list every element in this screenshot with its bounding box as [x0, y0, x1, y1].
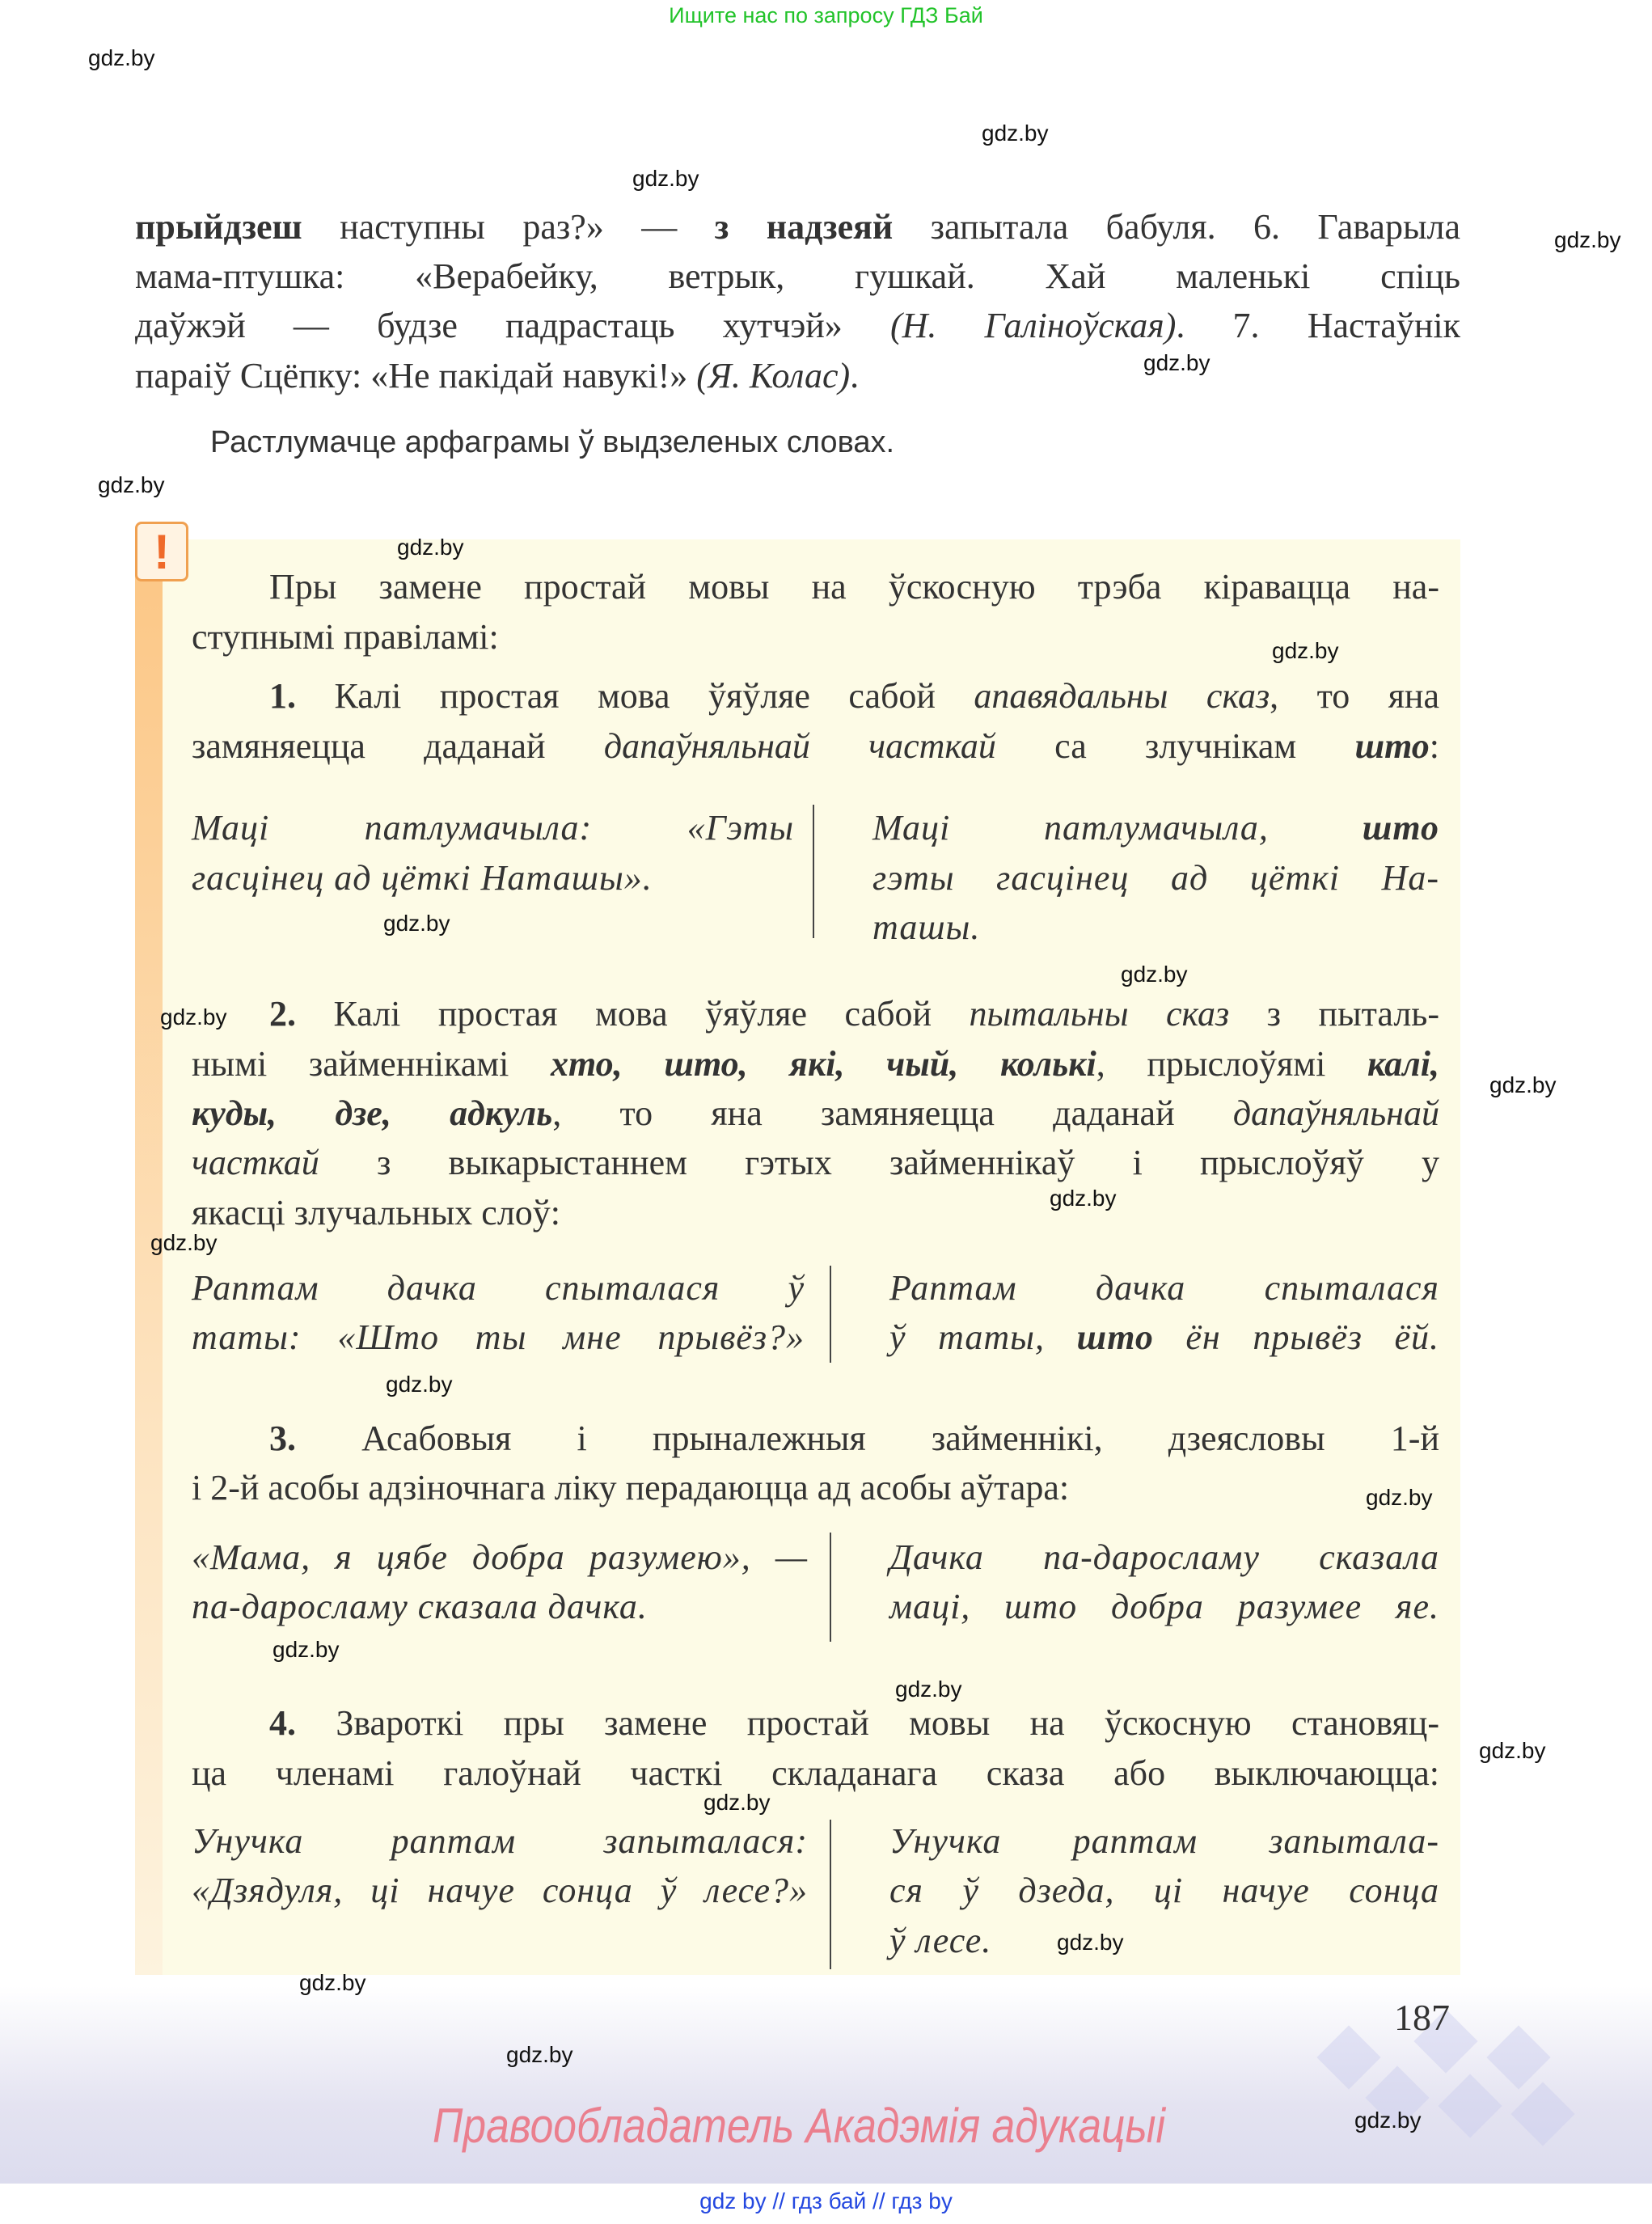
text-segment: гэты гасцінец ад цёткі На-: [872, 858, 1439, 898]
text-segment: дапаўняльнай часткай: [603, 726, 996, 766]
text-segment: Калі простая мова ўяўляе сабой: [296, 676, 974, 716]
watermark-text: gdz.by: [632, 166, 699, 191]
watermark-text: gdz.by: [1366, 1485, 1433, 1510]
search-hint-banner[interactable]: Ищите нас по запросу ГДЗ Бай: [669, 3, 983, 27]
text-line: [192, 1584, 648, 1630]
page-number: 187: [1394, 1997, 1450, 2038]
watermark-text: gdz.by: [1050, 1186, 1117, 1211]
exclamation-icon: !: [135, 522, 188, 581]
text-line: [269, 1416, 1439, 1461]
example-divider: [830, 1266, 831, 1363]
text-line: [889, 1918, 991, 1964]
text-segment: што: [1354, 726, 1430, 766]
bottom-links[interactable]: gdz by // гдз бай // гдз by: [699, 2188, 953, 2213]
text-segment: ташы.: [872, 907, 981, 947]
text-segment: гасцінец ад цёткі Наташы».: [192, 858, 653, 898]
text-line: [192, 1751, 1439, 1796]
watermark-text: gdz.by: [150, 1230, 218, 1255]
rights-holder-watermark: Правообладатель Акадэмія адукацыі: [433, 2099, 1165, 2153]
text-segment: :: [1429, 726, 1440, 766]
text-line: [192, 1868, 808, 1913]
text-segment: таты: «Што ты мне прывёз?»: [192, 1317, 805, 1357]
watermark-text: gdz.by: [1143, 350, 1210, 375]
text-segment: параіў Сцёпку: «Не пакідай навукі!»: [135, 356, 697, 395]
text-line: [135, 353, 859, 399]
text-segment: ступнымі правіламі:: [192, 617, 499, 657]
watermark-text: gdz.by: [98, 472, 165, 497]
text-segment: .: [850, 356, 860, 395]
text-line: [135, 254, 1460, 299]
text-segment: і 2-й асобы адзіночнага ліку перадаюцца ад асобы аўтара:: [192, 1468, 1070, 1507]
text-segment: што: [1076, 1317, 1154, 1357]
watermark-text: gdz.by: [397, 535, 464, 560]
diamond-decoration: [1316, 2025, 1380, 2089]
exercise-task: Растлумачце арфаграмы ў выдзеленых словах.: [210, 425, 895, 459]
watermark-text: gdz.by: [982, 121, 1049, 146]
example-divider: [830, 1533, 831, 1642]
watermark-text: gdz.by: [383, 911, 450, 936]
text-segment: Унучка раптам запытала-: [889, 1821, 1439, 1861]
text-segment: па-даросламу сказала дачка.: [192, 1587, 648, 1626]
text-line: [192, 1465, 1069, 1511]
text-segment: Звароткі пры замене простай мовы на ўскосную становяц-: [296, 1703, 1439, 1743]
text-line: [269, 991, 1439, 1037]
text-segment: даўжэй — будзе падрастаць хутчэй»: [135, 306, 890, 345]
text-segment: Дачка па-даросламу сказала: [889, 1537, 1439, 1577]
text-line: [192, 724, 1439, 769]
watermark-text: gdz.by: [1554, 227, 1621, 252]
text-segment: (Н. Галіноўская): [889, 306, 1177, 345]
watermark-text: gdz.by: [299, 1970, 366, 1995]
text-segment: дапаўняльнай: [1232, 1093, 1439, 1133]
text-line: [889, 1315, 1439, 1360]
text-segment: мама-птушка: «Верабейку, ветрык, гушкай. Хай маленькі спіць: [135, 256, 1460, 296]
text-segment: ў лесе.: [889, 1921, 992, 1960]
text-line: [192, 1266, 805, 1311]
watermark-text: gdz.by: [703, 1790, 771, 1815]
text-segment: нымі займеннікамі: [192, 1044, 551, 1084]
watermark-text: gdz.by: [386, 1372, 453, 1397]
text-segment: Асабовыя і прыналежныя займеннікі, дзеясловы 1-й: [296, 1419, 1439, 1458]
diamond-decoration: [1486, 2025, 1550, 2089]
text-line: [135, 205, 1460, 250]
text-segment: Маці патлумачыла,: [872, 808, 1363, 848]
text-line: [269, 674, 1439, 719]
text-segment: Маці патлумачыла: «Гэты: [192, 808, 794, 848]
watermark-text: gdz.by: [273, 1637, 340, 1662]
text-segment: ца членамі галоўнай часткі складанага сказа або выключаюцца:: [192, 1753, 1439, 1793]
text-line: [269, 1701, 1439, 1746]
text-segment: , то яна замяняецца даданай: [552, 1093, 1233, 1133]
text-line: [192, 615, 499, 660]
text-line: [192, 1819, 808, 1864]
text-segment: пытальны сказ: [969, 994, 1230, 1034]
rule-box-stripe: [135, 558, 163, 1975]
watermark-text: gdz.by: [160, 1004, 227, 1030]
text-line: [192, 1042, 1439, 1087]
text-segment: маці, што добра разумее яе.: [889, 1587, 1439, 1626]
text-line: [135, 303, 1460, 349]
watermark-text: gdz.by: [1057, 1930, 1124, 1955]
text-segment: «Дзядуля, ці начуе сонца ў лесе?»: [192, 1871, 808, 1910]
text-segment: Унучка раптам запыталася:: [192, 1821, 808, 1861]
text-segment: (Я. Колас): [696, 356, 851, 395]
text-line: [192, 1535, 808, 1580]
text-segment: прыйдзеш: [135, 207, 302, 247]
text-line: [192, 856, 653, 901]
watermark-text: gdz.by: [1272, 638, 1339, 663]
text-segment: , то яна: [1270, 676, 1440, 716]
text-segment: «Мама, я цябе добра разумею», —: [192, 1537, 808, 1577]
text-segment: апавядальны сказ: [974, 676, 1270, 716]
text-segment: якасці злучальных слоў:: [192, 1193, 561, 1233]
text-segment: , прыслоўямі: [1096, 1044, 1367, 1084]
text-line: [872, 856, 1439, 901]
text-segment: 4.: [269, 1703, 296, 1743]
text-segment: запытала бабуля. 6. Гаварыла: [893, 207, 1461, 247]
text-segment: наступны раз?» —: [302, 207, 715, 247]
text-line: [889, 1535, 1439, 1580]
text-line: [872, 805, 1439, 851]
text-line: [192, 1140, 1439, 1186]
watermark-text: gdz.by: [88, 45, 155, 70]
watermark-text: gdz.by: [506, 2042, 573, 2067]
text-segment: са злучнікам: [995, 726, 1355, 766]
watermark-text: gdz.by: [1489, 1072, 1557, 1097]
text-segment: з пыталь-: [1229, 994, 1439, 1034]
text-segment: 3.: [269, 1419, 296, 1458]
text-segment: Раптам дачка спыталася ў: [192, 1268, 805, 1308]
text-line: [889, 1266, 1439, 1311]
text-segment: замяняецца даданай: [192, 726, 604, 766]
text-line: [269, 564, 1439, 610]
text-segment: Калі простая мова ўяўляе сабой: [296, 994, 970, 1034]
text-line: [889, 1868, 1439, 1913]
diamond-decoration: [1438, 2074, 1502, 2137]
example-divider: [813, 805, 814, 938]
text-segment: з надзеяй: [714, 207, 894, 247]
text-segment: хто, што, які, чый, колькі: [551, 1044, 1096, 1084]
text-segment: ў таты,: [889, 1317, 1077, 1357]
text-line: [889, 1584, 1439, 1630]
text-line: [192, 1315, 805, 1360]
text-segment: Раптам дачка спыталася: [889, 1268, 1439, 1308]
text-segment: калі,: [1367, 1044, 1439, 1084]
text-segment: што: [1362, 808, 1439, 848]
watermark-text: gdz.by: [1479, 1738, 1546, 1763]
text-line: [889, 1819, 1439, 1864]
text-segment: ён прывёз ёй.: [1153, 1317, 1440, 1357]
watermark-text: gdz.by: [895, 1676, 962, 1702]
example-divider: [830, 1820, 831, 1969]
text-line: [192, 1190, 560, 1236]
text-line: [192, 805, 794, 851]
text-segment: 1.: [269, 676, 296, 716]
text-line: [872, 905, 980, 950]
text-segment: Пры замене простай мовы на ўскосную трэба кіравацца на-: [269, 567, 1439, 607]
text-segment: . 7. Настаўнік: [1176, 306, 1460, 345]
text-segment: куды, дзе, адкуль: [192, 1093, 553, 1133]
watermark-text: gdz.by: [1121, 962, 1188, 987]
text-line: [192, 1091, 1439, 1136]
watermark-text: gdz.by: [1354, 2108, 1422, 2133]
text-segment: ся ў дзеда, ці начуе сонца: [889, 1871, 1439, 1910]
text-segment: часткай: [192, 1143, 319, 1182]
diamond-decoration: [1510, 2082, 1574, 2146]
text-segment: з выкарыстаннем гэтых займеннікаў і прыслоўяў у: [319, 1143, 1439, 1182]
text-segment: 2.: [269, 994, 296, 1034]
